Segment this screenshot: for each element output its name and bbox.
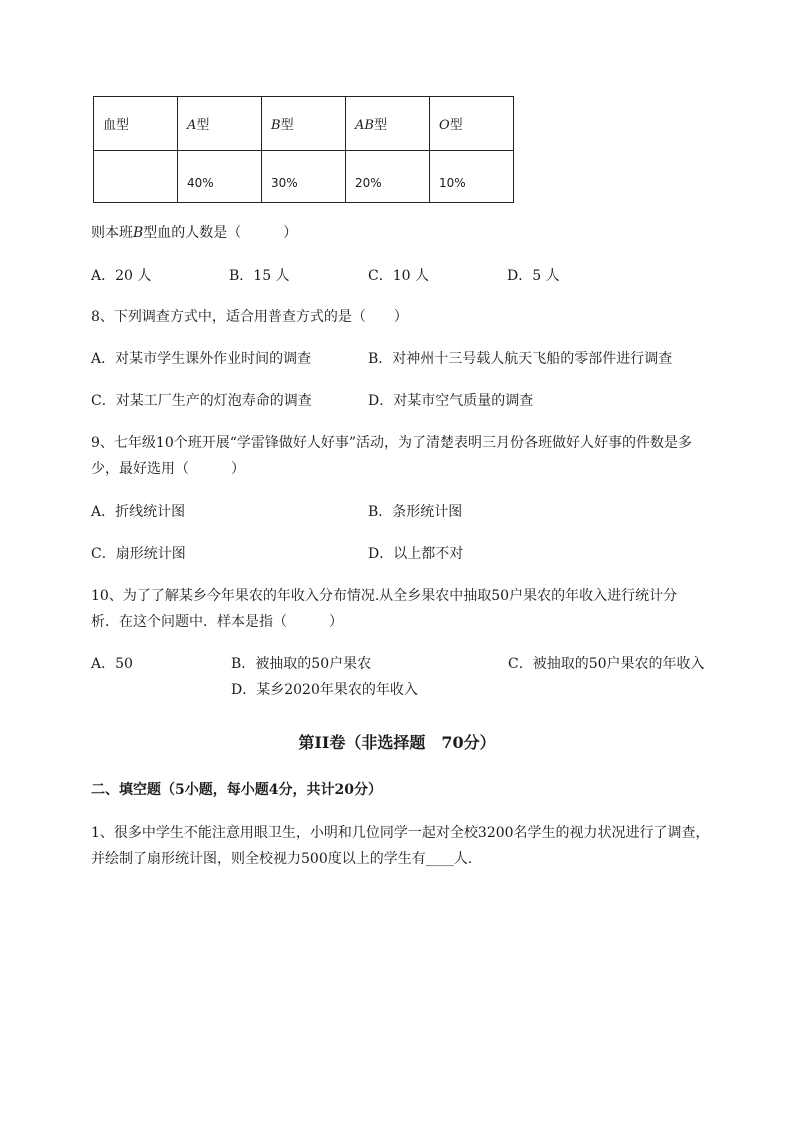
q7-option-b[interactable]: B．15 人 bbox=[229, 268, 290, 284]
part2-title: 第II卷（非选择题 70分） bbox=[298, 733, 496, 752]
table-cell: 40% bbox=[178, 151, 262, 203]
q10-option-a[interactable]: A．50 bbox=[91, 656, 133, 672]
table-cell bbox=[94, 151, 178, 203]
table-header-row bbox=[94, 97, 514, 151]
q10-option-b[interactable]: B．被抽取的50户果农 bbox=[231, 656, 372, 672]
q7-option-c[interactable]: C．10 人 bbox=[368, 268, 429, 284]
table-header-cell: 血型 bbox=[94, 97, 178, 151]
q8-option-d[interactable]: D．对某市空气质量的调查 bbox=[368, 393, 534, 409]
q9-option-b[interactable]: B．条形统计图 bbox=[368, 504, 463, 520]
q9-option-a[interactable]: A．折线统计图 bbox=[91, 504, 186, 520]
fill-section-heading: 二、填空题（5小题，每小题4分，共计20分） bbox=[91, 782, 382, 798]
q10-stem-line2: 析．在这个问题中．样本是指（ ） bbox=[91, 614, 343, 630]
q8-option-a[interactable]: A．对某市学生课外作业时间的调查 bbox=[91, 351, 312, 367]
q8-option-c[interactable]: C．对某工厂生产的灯泡寿命的调查 bbox=[91, 393, 312, 409]
table-header-cell: O型 bbox=[430, 97, 514, 151]
table-header-cell: B型 bbox=[262, 97, 346, 151]
table-cell: 10% bbox=[430, 151, 514, 203]
table-cell: 20% bbox=[346, 151, 430, 203]
q9-option-c[interactable]: C．扇形统计图 bbox=[91, 546, 186, 562]
q10-option-d[interactable]: D．某乡2020年果农的年收入 bbox=[231, 682, 418, 698]
q9-stem-line1: 9、七年级10个班开展“学雷锋做好人好事”活动，为了清楚表明三月份各班做好人好事的件数是多 bbox=[91, 435, 693, 451]
table-cell: 30% bbox=[262, 151, 346, 203]
q7-stem: 则本班B型血的人数是（ ） bbox=[91, 225, 298, 241]
fill1-line1: 1、很多中学生不能注意用眼卫生，小明和几位同学一起对全校3200名学生的视力状况进行了调查， bbox=[91, 825, 710, 841]
q10-option-c[interactable]: C．被抽取的50户果农的年收入 bbox=[508, 656, 705, 672]
table-header-cell: A型 bbox=[178, 97, 262, 151]
fill1-line2: 并绘制了扇形统计图，则全校视力500度以上的学生有____人. bbox=[91, 851, 473, 867]
table-header-cell: AB型 bbox=[346, 97, 430, 151]
q8-stem: 8、下列调查方式中，适合用普查方式的是（ ） bbox=[91, 309, 408, 325]
q7-option-d[interactable]: D．5 人 bbox=[507, 268, 560, 284]
q10-stem-line1: 10、为了了解某乡今年果农的年收入分布情况.从全乡果农中抽取50户果农的年收入进行统计分 bbox=[91, 588, 678, 604]
q8-option-b[interactable]: B．对神州十三号载人航天飞船的零部件进行调查 bbox=[368, 351, 673, 367]
table-value-row bbox=[94, 151, 514, 203]
q9-option-d[interactable]: D．以上都不对 bbox=[368, 546, 464, 562]
q9-stem-line2: 少，最好选用（ ） bbox=[91, 461, 245, 477]
q7-option-a[interactable]: A．20 人 bbox=[91, 268, 152, 284]
blood-type-table bbox=[93, 96, 514, 203]
